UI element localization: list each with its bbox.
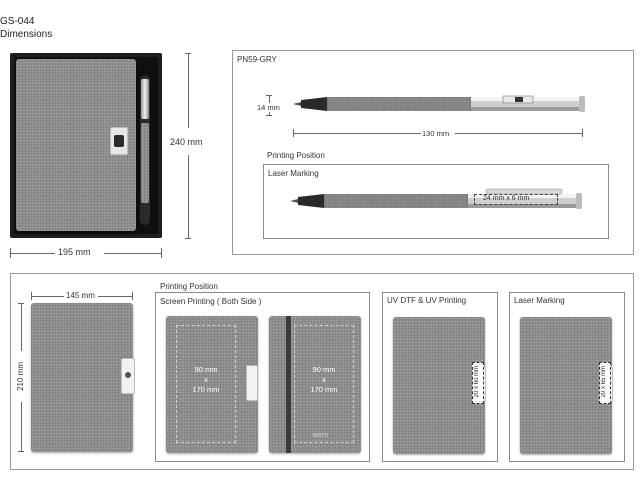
uv-printing-box — [382, 292, 498, 462]
pen-laser-title: Laser Marking — [268, 169, 319, 178]
screen-back-x: x — [322, 375, 326, 384]
screen-printing-title: Screen Printing ( Both Side ) — [160, 297, 262, 306]
notebook-height-label: 210 mm — [16, 362, 25, 391]
box-height-label: 240 mm — [170, 137, 203, 147]
gift-box — [10, 53, 162, 238]
pen-laser-area-label: 24 mm x 6 mm — [483, 195, 530, 202]
screen-back-height: 170 mm — [310, 385, 338, 394]
uv-area-label: 20 x 60 mm — [474, 366, 480, 398]
back-logo: BRITO — [313, 433, 329, 439]
pen-panel — [232, 50, 634, 255]
pen-code: PN59-GRY — [237, 55, 277, 64]
box-width-label: 195 mm — [58, 247, 91, 257]
laser-marking-box — [509, 292, 625, 462]
screen-back-width: 90 mm — [312, 365, 336, 374]
screen-front-x: x — [204, 375, 208, 384]
laser-area-label: 20 x 65 mm — [601, 366, 607, 398]
pen-printing-position-title: Printing Position — [267, 151, 325, 160]
screen-printing-box — [155, 292, 370, 462]
pen-diameter-label: 14 mm — [257, 103, 280, 112]
pen-laser-box — [263, 164, 609, 239]
pen-length-label: 130 mm — [422, 129, 450, 138]
notebook-printing-position-title: Printing Position — [160, 282, 218, 291]
screen-front-height: 170 mm — [192, 385, 220, 394]
notebook-panel — [10, 273, 634, 470]
notebook-width-label: 145 mm — [66, 291, 95, 300]
notebook-front — [31, 303, 133, 452]
uv-printing-title: UV DTF & UV Printing — [387, 296, 467, 305]
screen-front-width: 90 mm — [194, 365, 218, 374]
page-subtitle: Dimensions — [0, 29, 53, 40]
laser-marking-title: Laser Marking — [514, 296, 565, 305]
product-code: GS-044 — [0, 16, 35, 27]
